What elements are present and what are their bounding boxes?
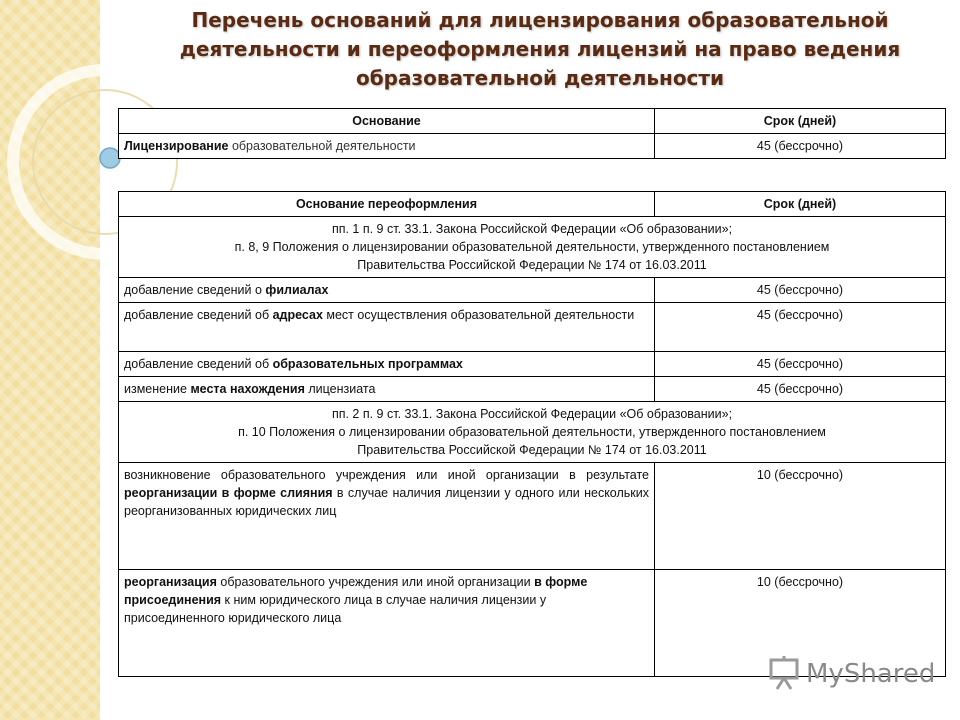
table-row <box>119 463 946 570</box>
row-text: образовательного учреждения или иной организации <box>216 575 535 589</box>
row-text: в случае наличия лицензии у одного или нескольких реорганизованных юридических лиц <box>124 486 649 518</box>
licensing-basis-cell <box>119 134 655 159</box>
presentation-icon <box>768 656 802 692</box>
section-1-line-3: Правительства Российской Федерации № 174 от 16.03.2011 <box>357 258 707 272</box>
reissue-table <box>118 191 946 677</box>
header-reissue-basis: Основание переоформления <box>119 192 655 217</box>
branches-cell <box>119 278 655 303</box>
location-cell <box>119 377 655 402</box>
header-term: Срок (дней) <box>655 109 946 134</box>
location-term-cell: 45 (бессрочно) <box>655 377 946 402</box>
section-1-legal-basis <box>119 217 946 278</box>
basis-bold: Лицензирование <box>124 139 229 153</box>
table-header-row <box>119 192 946 217</box>
watermark-text: MyShared <box>806 659 936 689</box>
header-term: Срок (дней) <box>655 192 946 217</box>
branches-term-cell: 45 (бессрочно) <box>655 278 946 303</box>
table-row <box>119 134 946 159</box>
row-bold: филиалах <box>265 283 329 297</box>
table-row <box>119 377 946 402</box>
row-text: возникновение образовательного учреждения или иной организации в результате <box>124 468 649 482</box>
section-2-line-3: Правительства Российской Федерации № 174 от 16.03.2011 <box>357 443 707 457</box>
programs-cell <box>119 352 655 377</box>
table-row <box>119 278 946 303</box>
row-bold: реорганизации в форме слияния <box>124 486 333 500</box>
row-bold: реорганизация <box>124 575 217 589</box>
row-text: к ним юридического лица в случае наличия лицензии у присоединенного юридического лица <box>124 593 547 625</box>
section-2-line-2: п. 10 Положения о лицензировании образовательной деятельности, утвержденного постановлением <box>238 425 826 439</box>
join-reorganization-cell <box>119 570 655 677</box>
header-basis: Основание <box>119 109 655 134</box>
row-text: добавление сведений об <box>124 308 273 322</box>
table-row <box>119 303 946 352</box>
programs-term-cell: 45 (бессрочно) <box>655 352 946 377</box>
row-bold: в форме присоединения <box>124 575 588 607</box>
row-bold: образовательных программах <box>272 357 463 371</box>
row-bold: адресах <box>272 308 323 322</box>
licensing-term-cell: 45 (бессрочно) <box>655 134 946 159</box>
page-title: Перечень оснований для лицензирования образовательной деятельности и переоформления лицензий на право ведения образовательной деятельности <box>179 8 901 90</box>
addresses-term-cell: 45 (бессрочно) <box>655 303 946 352</box>
row-text: добавление сведений о <box>124 283 266 297</box>
row-text: лицензиата <box>304 382 376 396</box>
addresses-cell <box>119 303 655 352</box>
row-text: добавление сведений об <box>124 357 273 371</box>
section-1-line-1: пп. 1 п. 9 ст. 33.1. Закона Российской Федерации «Об образовании»; <box>331 222 733 236</box>
section-2-line-1: пп. 2 п. 9 ст. 33.1. Закона Российской Федерации «Об образовании»; <box>331 407 733 421</box>
myshared-watermark <box>768 656 936 694</box>
section-2-legal-basis <box>119 402 946 463</box>
merge-reorganization-cell <box>119 463 655 570</box>
decorative-side-strip <box>0 0 100 720</box>
licensing-table <box>118 108 946 159</box>
section-row <box>119 217 946 278</box>
merge-term-cell: 10 (бессрочно) <box>655 463 946 570</box>
table-row <box>119 352 946 377</box>
table-header-row <box>119 109 946 134</box>
row-text: мест осуществления образовательной деятельности <box>322 308 635 322</box>
row-bold: места нахождения <box>190 382 305 396</box>
basis-text: образовательной деятельности <box>228 139 416 153</box>
join-term-cell: 10 (бессрочно) <box>655 570 946 677</box>
section-row <box>119 402 946 463</box>
row-text: изменение <box>124 382 191 396</box>
section-1-line-2: п. 8, 9 Положения о лицензировании образовательной деятельности, утвержденного постановлением <box>234 240 830 254</box>
